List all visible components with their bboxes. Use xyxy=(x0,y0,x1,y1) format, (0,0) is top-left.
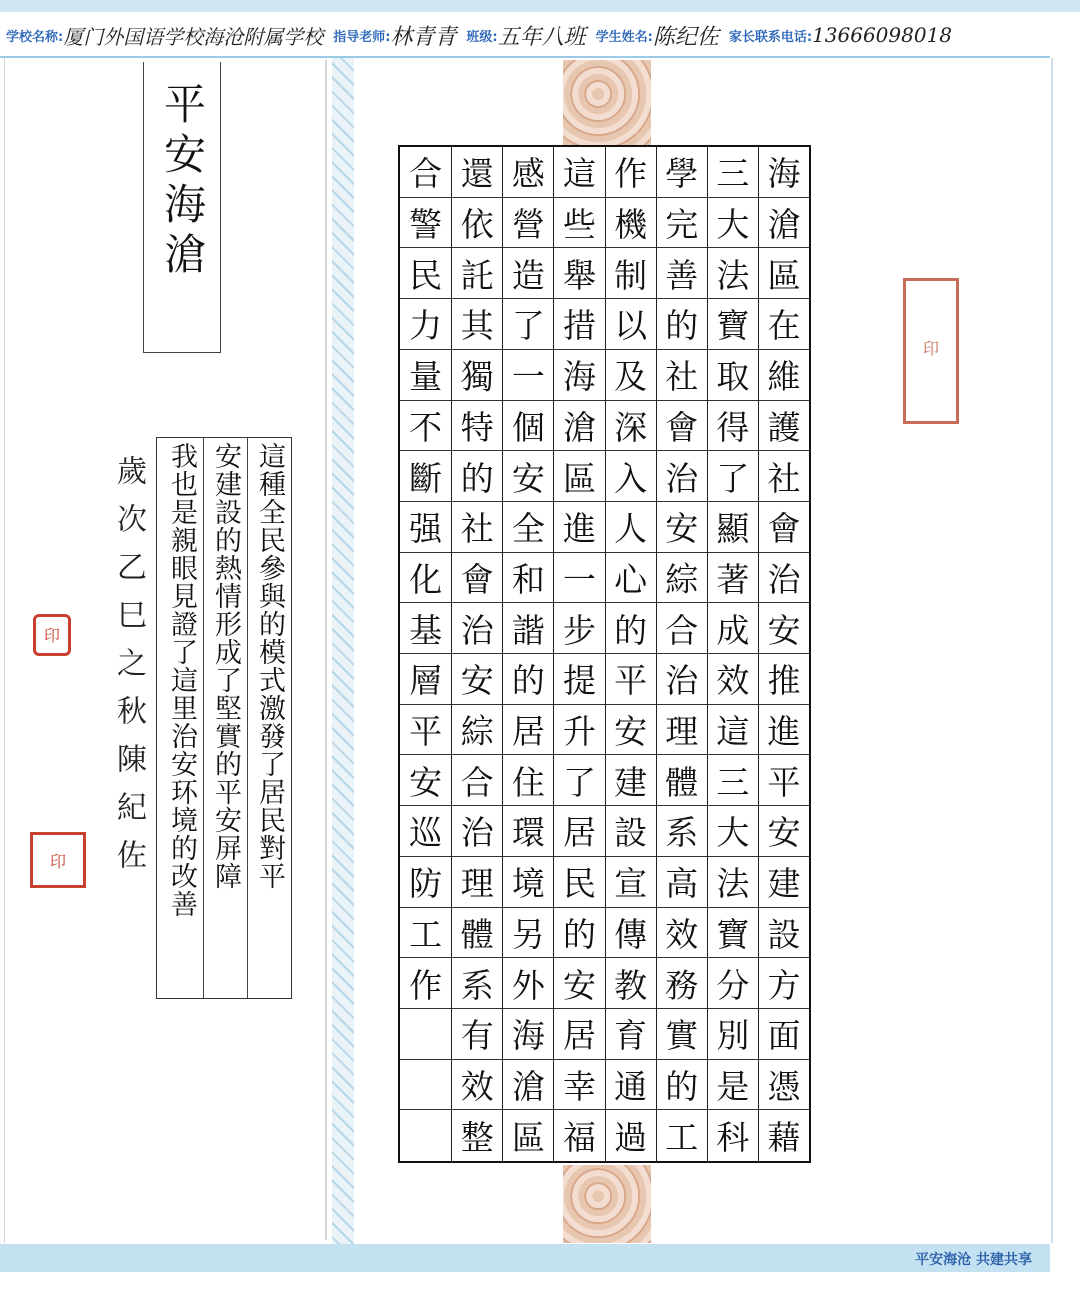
grid-cell: 工 xyxy=(665,1118,699,1158)
grid-cell: 提 xyxy=(554,654,604,705)
grid-cell: 治 xyxy=(657,451,707,502)
grid-cell: 方 xyxy=(759,958,809,1009)
grid-cell: 治 xyxy=(452,806,502,857)
seal-glyph-icon: 印 xyxy=(43,626,60,645)
grid-cell: 民 xyxy=(400,248,451,299)
grid-cell: 營 xyxy=(503,198,553,249)
seal-stamp-small xyxy=(33,614,71,656)
grid-cell: 巡 xyxy=(400,806,451,857)
class-label: 班级: xyxy=(466,29,498,45)
grid-cell: 務 xyxy=(657,958,707,1009)
grid-cell: 斷 xyxy=(400,451,451,502)
grid-cell: 居 xyxy=(503,705,553,756)
grid-cell: 特 xyxy=(452,401,502,452)
grid-cell xyxy=(400,1009,451,1060)
grid-cell: 安 xyxy=(606,705,656,756)
grid-cell: 措 xyxy=(554,299,604,350)
grid-cell: 海 xyxy=(503,1009,553,1060)
grid-cell: 的 xyxy=(503,654,553,705)
grid-cell: 安 xyxy=(503,451,553,502)
grid-cell: 境 xyxy=(503,857,553,908)
grid-cell: 區 xyxy=(759,248,809,299)
grid-cell: 治 xyxy=(759,553,809,604)
grid-cell: 高 xyxy=(657,857,707,908)
grid-cell: 善 xyxy=(657,248,707,299)
grid-cell: 合 xyxy=(657,603,707,654)
grid-cell: 藉 xyxy=(767,1118,801,1158)
top-band xyxy=(0,0,1080,12)
grid-cell: 著 xyxy=(708,553,758,604)
grid-cell: 會 xyxy=(452,553,502,604)
grid-cell: 感 xyxy=(503,147,553,198)
school-label: 学校名称: xyxy=(6,29,64,45)
grid-cell: 幸 xyxy=(554,1060,604,1111)
grid-cell: 科 xyxy=(716,1118,750,1158)
decor-banner-bottom xyxy=(563,1165,651,1243)
grid-cell: 設 xyxy=(759,908,809,959)
grid-cell: 住 xyxy=(503,755,553,806)
grid-cell: 制 xyxy=(606,248,656,299)
grid-cell: 效 xyxy=(657,908,707,959)
grid-cell: 建 xyxy=(606,755,656,806)
grid-cell: 取 xyxy=(708,350,758,401)
grid-column xyxy=(656,147,707,1161)
seal-glyph-icon: 印 xyxy=(49,852,66,871)
title-box xyxy=(143,62,221,353)
seal-stamp-square xyxy=(30,832,86,888)
grid-cell: 憑 xyxy=(759,1060,809,1111)
grid-cell: 依 xyxy=(452,198,502,249)
grid-cell: 警 xyxy=(400,198,451,249)
grid-cell: 福 xyxy=(562,1118,596,1158)
grid-cell: 獨 xyxy=(452,350,502,401)
footer-band xyxy=(0,1244,1050,1272)
grid-cell: 理 xyxy=(452,857,502,908)
grid-cell: 過 xyxy=(614,1118,648,1158)
grid-cell: 是 xyxy=(708,1060,758,1111)
grid-cell: 海 xyxy=(554,350,604,401)
school-value: 厦门外国语学校海沧附属学校 xyxy=(63,24,324,49)
grid-cell: 入 xyxy=(606,451,656,502)
grid-cell: 不 xyxy=(400,401,451,452)
grid-cell: 强 xyxy=(400,502,451,553)
grid-cell: 工 xyxy=(400,908,451,959)
class-value: 五年八班 xyxy=(497,24,586,50)
grid-cell: 了 xyxy=(708,451,758,502)
grid-cell: 防 xyxy=(400,857,451,908)
teacher-value: 林青青 xyxy=(390,24,457,50)
seal-stamp-tall xyxy=(903,278,959,424)
grid-cell: 成 xyxy=(708,603,758,654)
footer-slogan: 平安海沧 共建共享 xyxy=(915,1252,1032,1268)
grid-cell: 全 xyxy=(503,502,553,553)
grid-cell: 滄 xyxy=(759,198,809,249)
grid-cell: 法 xyxy=(708,248,758,299)
grid-cell: 學 xyxy=(657,147,707,198)
grid-cell: 安 xyxy=(657,502,707,553)
grid-cell: 進 xyxy=(759,705,809,756)
grid-cell: 一 xyxy=(503,350,553,401)
grid-cell: 系 xyxy=(657,806,707,857)
grid-column xyxy=(707,147,758,1161)
phone-value: 13666098018 xyxy=(812,23,953,47)
calligraphy-grid xyxy=(398,145,811,1163)
grid-cell: 層 xyxy=(400,654,451,705)
grid-cell: 滄 xyxy=(503,1060,553,1111)
grid-cell: 作 xyxy=(606,147,656,198)
grid-cell: 居 xyxy=(554,1009,604,1060)
grid-cell: 教 xyxy=(606,958,656,1009)
grid-cell: 步 xyxy=(554,603,604,654)
grid-cell: 安 xyxy=(400,755,451,806)
grid-cell: 平 xyxy=(400,705,451,756)
grid-cell: 別 xyxy=(708,1009,758,1060)
grid-cell: 社 xyxy=(759,451,809,502)
grid-cell: 舉 xyxy=(554,248,604,299)
grid-cell: 的 xyxy=(657,1060,707,1111)
grid-cell: 區 xyxy=(511,1118,545,1158)
page-title: 平安海滄 xyxy=(158,82,207,282)
grid-cell: 實 xyxy=(657,1009,707,1060)
grid-cell: 平 xyxy=(606,654,656,705)
grid-cell: 滄 xyxy=(554,401,604,452)
grid-cell: 大 xyxy=(708,806,758,857)
grid-cell: 寶 xyxy=(708,908,758,959)
grid-cell: 安 xyxy=(759,806,809,857)
grid-cell: 的 xyxy=(452,451,502,502)
grid-cell: 體 xyxy=(657,755,707,806)
grid-cell: 護 xyxy=(759,401,809,452)
grid-cell: 體 xyxy=(452,908,502,959)
grid-cell: 三 xyxy=(708,755,758,806)
grid-cell: 三 xyxy=(708,147,758,198)
grid-cell: 治 xyxy=(657,654,707,705)
student-value: 陈纪佐 xyxy=(652,24,719,50)
grid-cell: 治 xyxy=(452,603,502,654)
grid-cell: 和 xyxy=(503,553,553,604)
grid-cell: 的 xyxy=(606,603,656,654)
grid-cell: 通 xyxy=(606,1060,656,1111)
grid-column xyxy=(451,147,502,1161)
grid-cell: 海 xyxy=(759,147,809,198)
grid-cell: 了 xyxy=(554,755,604,806)
grid-cell: 個 xyxy=(503,401,553,452)
student-label: 学生姓名: xyxy=(595,29,653,45)
grid-cell: 維 xyxy=(759,350,809,401)
grid-cell: 寶 xyxy=(708,299,758,350)
grid-cell: 力 xyxy=(400,299,451,350)
grid-cell: 理 xyxy=(657,705,707,756)
grid-cell: 其 xyxy=(452,299,502,350)
grid-cell: 安 xyxy=(554,958,604,1009)
grid-cell: 建 xyxy=(759,857,809,908)
grid-cell: 社 xyxy=(657,350,707,401)
divider-line xyxy=(325,60,327,1240)
grid-cell: 合 xyxy=(452,755,502,806)
grid-cell: 顯 xyxy=(708,502,758,553)
grid-cell: 居 xyxy=(554,806,604,857)
teacher-label: 指导老师: xyxy=(333,29,391,45)
grid-column xyxy=(400,147,451,1161)
grid-cell: 設 xyxy=(606,806,656,857)
grid-column xyxy=(553,147,604,1161)
grid-cell: 以 xyxy=(606,299,656,350)
grid-cell: 深 xyxy=(606,401,656,452)
grid-cell: 得 xyxy=(708,401,758,452)
grid-cell: 化 xyxy=(400,553,451,604)
grid-cell: 宣 xyxy=(606,857,656,908)
grid-cell: 平 xyxy=(759,755,809,806)
grid-cell: 機 xyxy=(606,198,656,249)
grid-cell: 有 xyxy=(452,1009,502,1060)
patterned-divider xyxy=(332,58,354,1244)
grid-cell: 育 xyxy=(606,1009,656,1060)
grid-cell: 諧 xyxy=(503,603,553,654)
grid-cell: 這 xyxy=(708,705,758,756)
postscript-line: 這種全民參與的模式激發了居民對平 xyxy=(247,438,291,998)
grid-cell: 環 xyxy=(503,806,553,857)
grid-cell: 這 xyxy=(554,147,604,198)
grid-cell: 會 xyxy=(657,401,707,452)
grid-cell: 安 xyxy=(759,603,809,654)
grid-cell xyxy=(400,1110,451,1161)
grid-cell: 人 xyxy=(606,502,656,553)
postscript-line: 安建設的熱情形成了堅實的平安屏障 xyxy=(203,438,247,998)
info-header xyxy=(0,12,1080,58)
grid-cell: 系 xyxy=(452,958,502,1009)
grid-cell: 外 xyxy=(503,958,553,1009)
grid-cell: 另 xyxy=(503,908,553,959)
grid-cell: 大 xyxy=(708,198,758,249)
grid-column xyxy=(758,147,809,1161)
grid-cell: 一 xyxy=(554,553,604,604)
grid-cell: 及 xyxy=(606,350,656,401)
grid-column xyxy=(605,147,656,1161)
grid-cell: 綜 xyxy=(657,553,707,604)
grid-cell: 在 xyxy=(759,299,809,350)
grid-cell: 傳 xyxy=(606,908,656,959)
grid-cell: 分 xyxy=(708,958,758,1009)
grid-cell: 民 xyxy=(554,857,604,908)
postscript-box xyxy=(156,437,292,999)
grid-cell: 法 xyxy=(708,857,758,908)
grid-cell: 升 xyxy=(554,705,604,756)
grid-cell: 託 xyxy=(452,248,502,299)
grid-cell: 基 xyxy=(400,603,451,654)
phone-label: 家长联系电话: xyxy=(728,29,813,45)
grid-cell: 進 xyxy=(554,502,604,553)
grid-cell: 些 xyxy=(554,198,604,249)
grid-cell: 造 xyxy=(503,248,553,299)
grid-cell: 效 xyxy=(708,654,758,705)
grid-cell: 會 xyxy=(759,502,809,553)
signature: 歲次乙巳之秋陳紀佐 xyxy=(111,455,146,887)
postscript-line: 我也是親眼見證了這里治安环境的改善 xyxy=(166,442,197,918)
grid-cell: 安 xyxy=(452,654,502,705)
grid-cell: 的 xyxy=(554,908,604,959)
grid-cell: 完 xyxy=(657,198,707,249)
grid-cell: 社 xyxy=(452,502,502,553)
grid-cell: 區 xyxy=(554,451,604,502)
grid-cell: 效 xyxy=(452,1060,502,1111)
grid-cell: 整 xyxy=(460,1118,494,1158)
grid-cell: 的 xyxy=(657,299,707,350)
grid-cell: 心 xyxy=(606,553,656,604)
decor-banner-top xyxy=(563,60,651,145)
grid-cell: 面 xyxy=(759,1009,809,1060)
grid-cell: 綜 xyxy=(452,705,502,756)
grid-column xyxy=(502,147,553,1161)
grid-cell: 合 xyxy=(400,147,451,198)
seal-glyph-icon: 印 xyxy=(922,339,939,358)
grid-cell: 量 xyxy=(400,350,451,401)
grid-cell: 了 xyxy=(503,299,553,350)
grid-cell xyxy=(400,1060,451,1111)
grid-cell: 作 xyxy=(400,958,451,1009)
grid-cell: 推 xyxy=(759,654,809,705)
grid-cell: 還 xyxy=(452,147,502,198)
